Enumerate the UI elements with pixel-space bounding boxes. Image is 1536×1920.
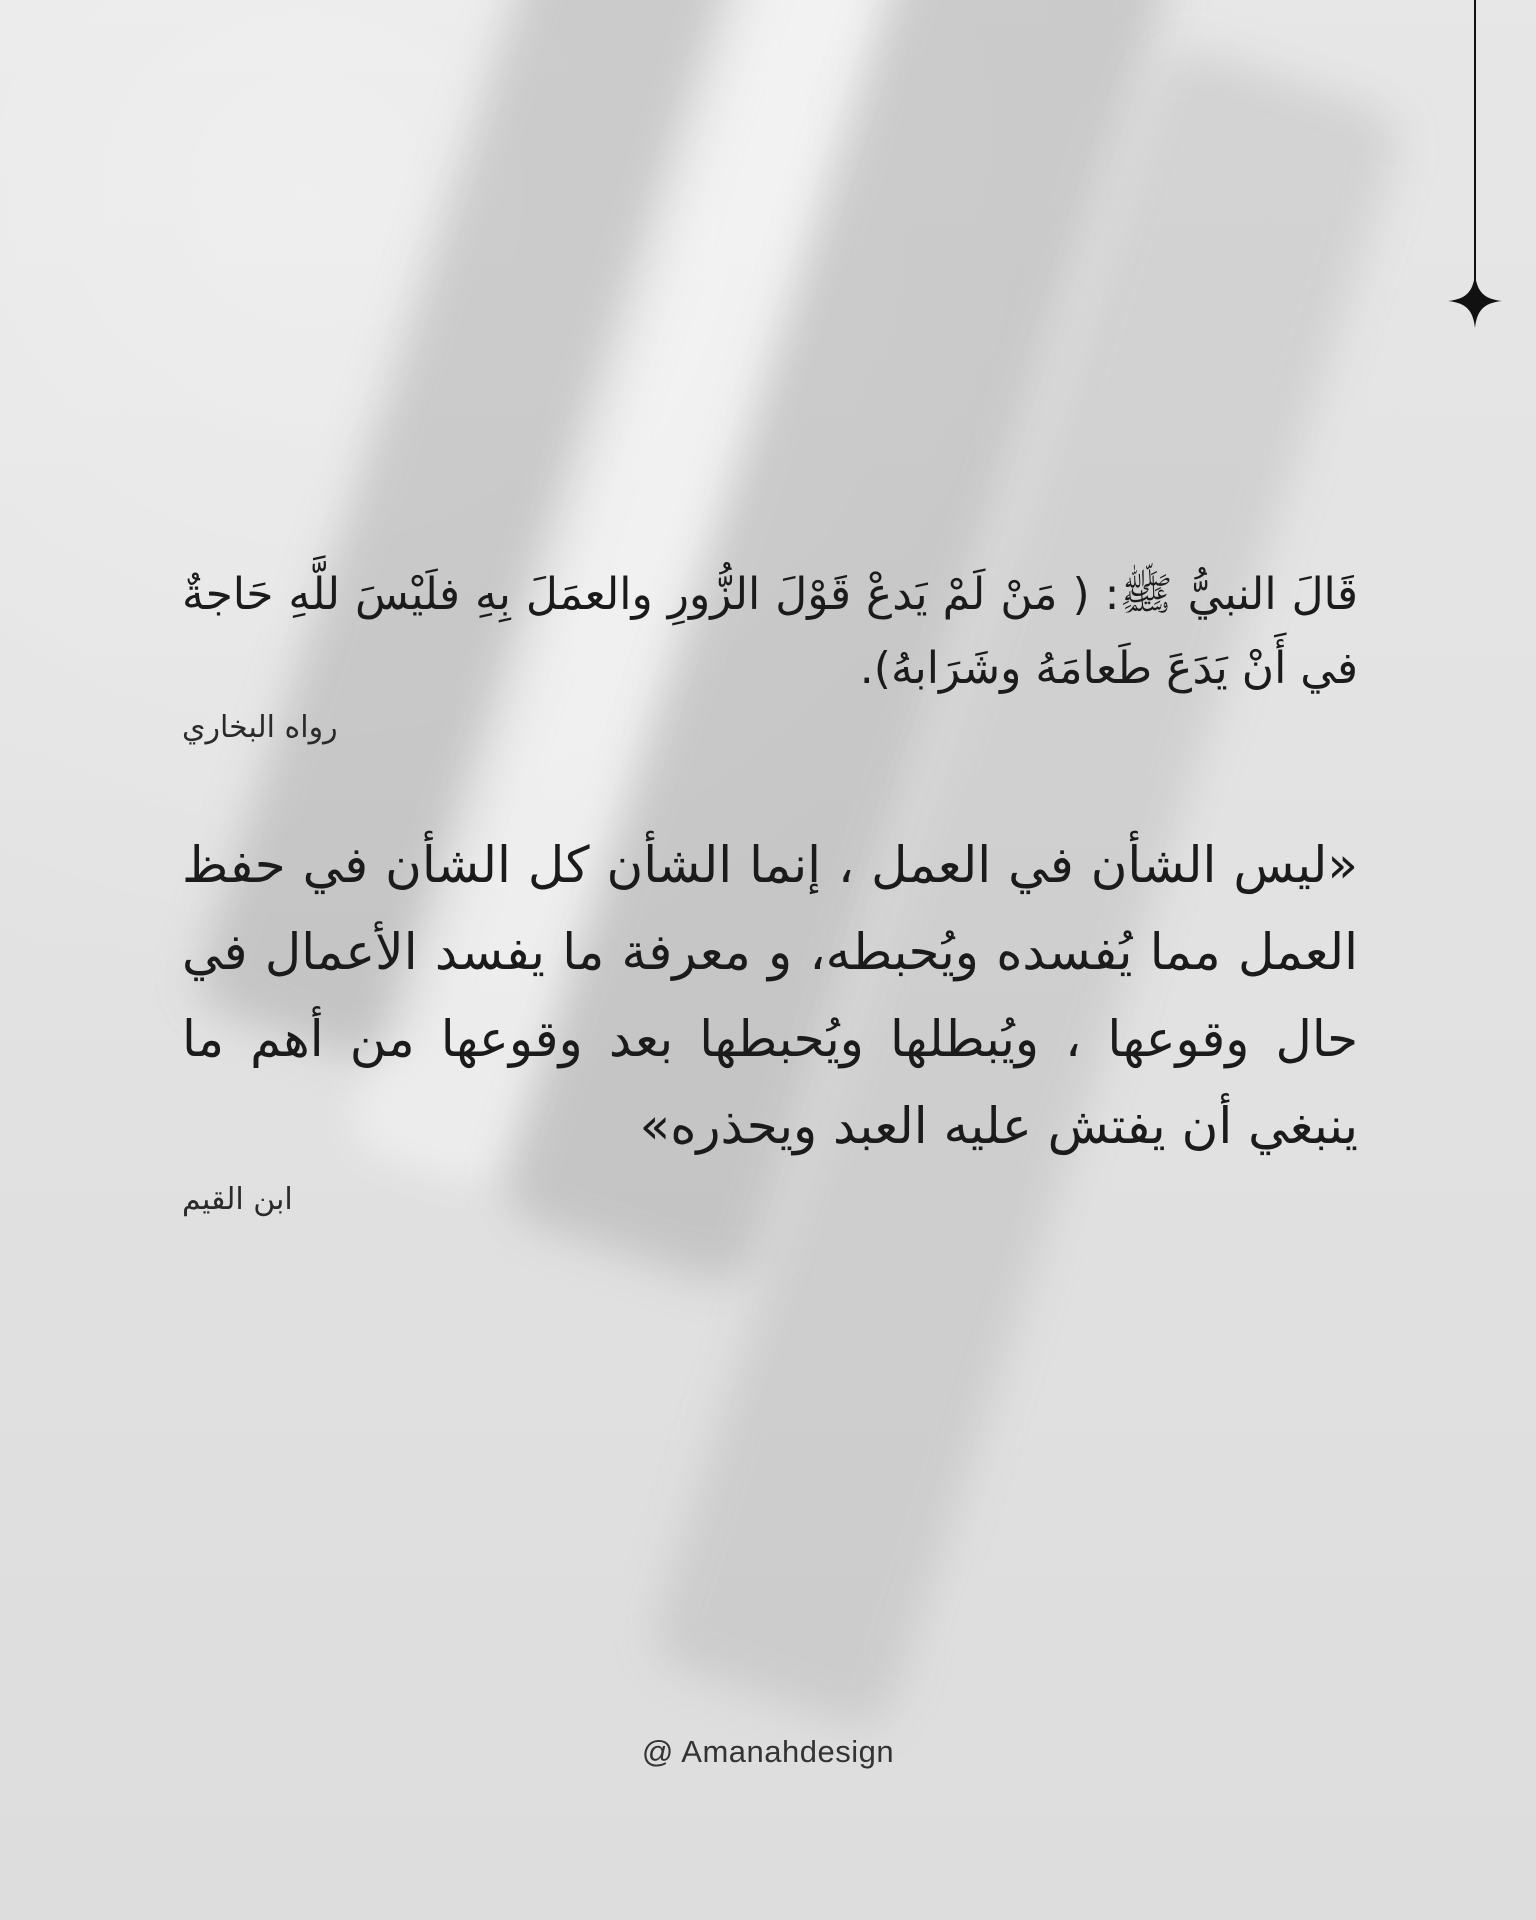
quote-text: «ليس الشأن في العمل ، إنما الشأن كل الشأن في حفظ العمل مما يُفسده ويُحبطه، و معرفة ما يفسد الأعمال في حال وقوعها ، ويُبطلها ويُحبطها بعد وقوعها من أهم ما ينبغي أن يفتش عليه العبد ويحذره» (182, 836, 1358, 1155)
watermark-handle: @ Amanahdesign (641, 1734, 895, 1769)
hadith-source: رواه البخاري (182, 710, 338, 745)
quote-author: ابن القيم (182, 1182, 293, 1217)
hadith-text: قَالَ النبيُّ ﷺ: ( مَنْ لَمْ يَدعْ قَوْلَ الزُّورِ والعمَلَ بِهِ فلَيْسَ للَّهِ حَاجةٌ في أَنْ يَدَعَ طَعامَهُ وشَرَابهُ). (182, 569, 1358, 694)
four-point-star-icon (1448, 274, 1502, 328)
ornament-line (1474, 0, 1476, 280)
content (182, 558, 1358, 1220)
